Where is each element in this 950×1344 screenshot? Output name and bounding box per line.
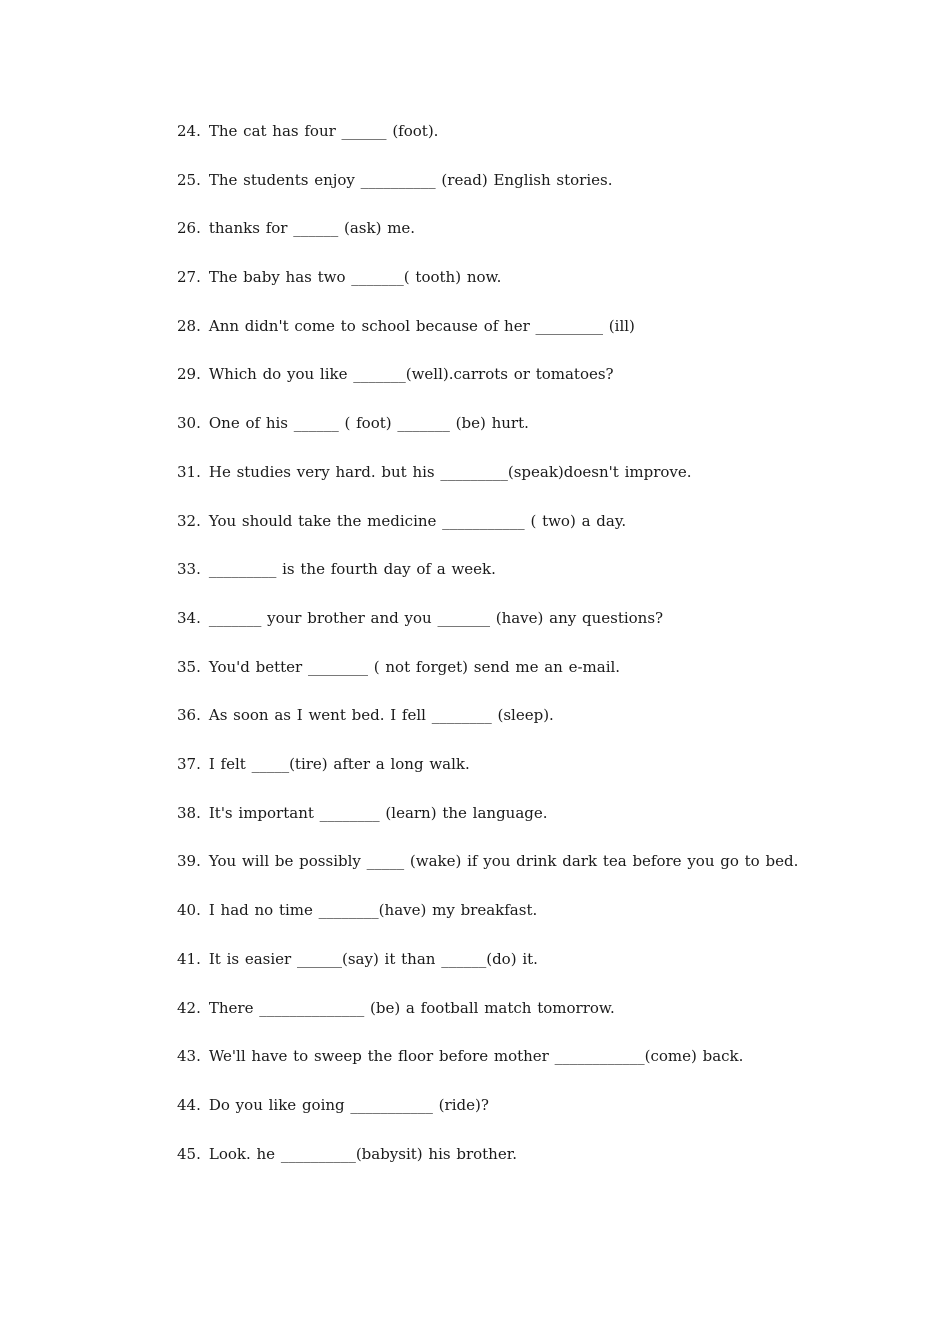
question-number: 31. [177, 462, 201, 481]
question-text: You should take the medicine ___________ ( two) a day. [208, 511, 627, 530]
question-text: thanks for ______ (ask) me. [208, 219, 416, 238]
question-text: There ______________ (be) a football match tomorrow. [208, 998, 615, 1017]
question-text: It is easier ______(say) it than ______(do) it. [208, 950, 538, 968]
question-number: 38. [177, 803, 201, 822]
question-item [143, 313, 823, 339]
question-item [143, 897, 823, 923]
question-item [143, 654, 823, 680]
question-item [143, 459, 823, 485]
question-number: 35. [177, 657, 201, 676]
question-item [143, 702, 823, 728]
question-text: One of his ______ ( foot) _______ (be) hurt. [208, 414, 529, 433]
question-item [143, 800, 823, 826]
question-number: 34. [177, 608, 201, 627]
question-text: The baby has two _______( tooth) now. [208, 268, 502, 287]
question-text: Ann didn't come to school because of her _________ (ill) [208, 316, 635, 335]
question-number: 29. [177, 365, 201, 384]
question-item [143, 556, 823, 582]
question-item [143, 848, 823, 874]
question-number: 37. [177, 754, 201, 773]
question-item [143, 946, 823, 972]
question-text: I felt _____(tire) after a long walk. [208, 754, 470, 773]
question-item [143, 1092, 823, 1118]
question-list [143, 118, 823, 1189]
question-text: As soon as I went bed. I fell ________ (sleep). [208, 706, 554, 725]
question-text: Do you like going ___________ (ride)? [208, 1096, 489, 1115]
question-item [143, 264, 823, 290]
question-number: 30. [177, 414, 201, 433]
question-number: 33. [177, 560, 201, 579]
question-text: _________ is the fourth day of a week. [208, 560, 496, 579]
question-item [143, 605, 823, 631]
question-item [143, 215, 823, 241]
question-item [143, 118, 823, 144]
question-number: 32. [177, 511, 201, 530]
question-item [143, 1141, 823, 1167]
question-number: 40. [177, 901, 201, 920]
question-item [143, 410, 823, 436]
question-text: You will be possibly _____ (wake) if you drink dark tea before you go to bed. [208, 852, 799, 871]
question-item [143, 167, 823, 193]
question-number: 41. [177, 950, 201, 968]
question-text: _______ your brother and you _______ (have) any questions? [208, 608, 664, 627]
question-text: The students enjoy __________ (read) English stories. [208, 170, 613, 189]
question-number: 25. [177, 170, 201, 189]
question-number: 24. [177, 122, 201, 140]
question-number: 27. [177, 268, 201, 287]
question-text: Which do you like _______(well).carrots or tomatoes? [208, 365, 614, 384]
question-number: 43. [177, 1047, 201, 1066]
question-text: You'd better ________ ( not forget) send me an e-mail. [208, 657, 621, 676]
question-number: 39. [177, 852, 201, 871]
question-item [143, 1043, 823, 1069]
question-item [143, 361, 823, 387]
question-number: 42. [177, 998, 201, 1017]
question-text: I had no time ________(have) my breakfast. [208, 901, 538, 920]
question-number: 36. [177, 706, 201, 725]
question-text: Look. he __________(babysit) his brother. [208, 1144, 518, 1163]
question-number: 44. [177, 1096, 201, 1115]
question-number: 26. [177, 219, 201, 238]
question-item [143, 751, 823, 777]
question-text: The cat has four ______ (foot). [208, 122, 439, 140]
question-number: 28. [177, 316, 201, 335]
question-text: It's important ________ (learn) the language. [208, 803, 548, 822]
question-item [143, 995, 823, 1021]
question-text: We'll have to sweep the floor before mother ____________(come) back. [208, 1047, 744, 1066]
question-item [143, 508, 823, 534]
question-text: He studies very hard. but his _________(speak)doesn't improve. [208, 462, 692, 481]
question-number: 45. [177, 1144, 201, 1163]
